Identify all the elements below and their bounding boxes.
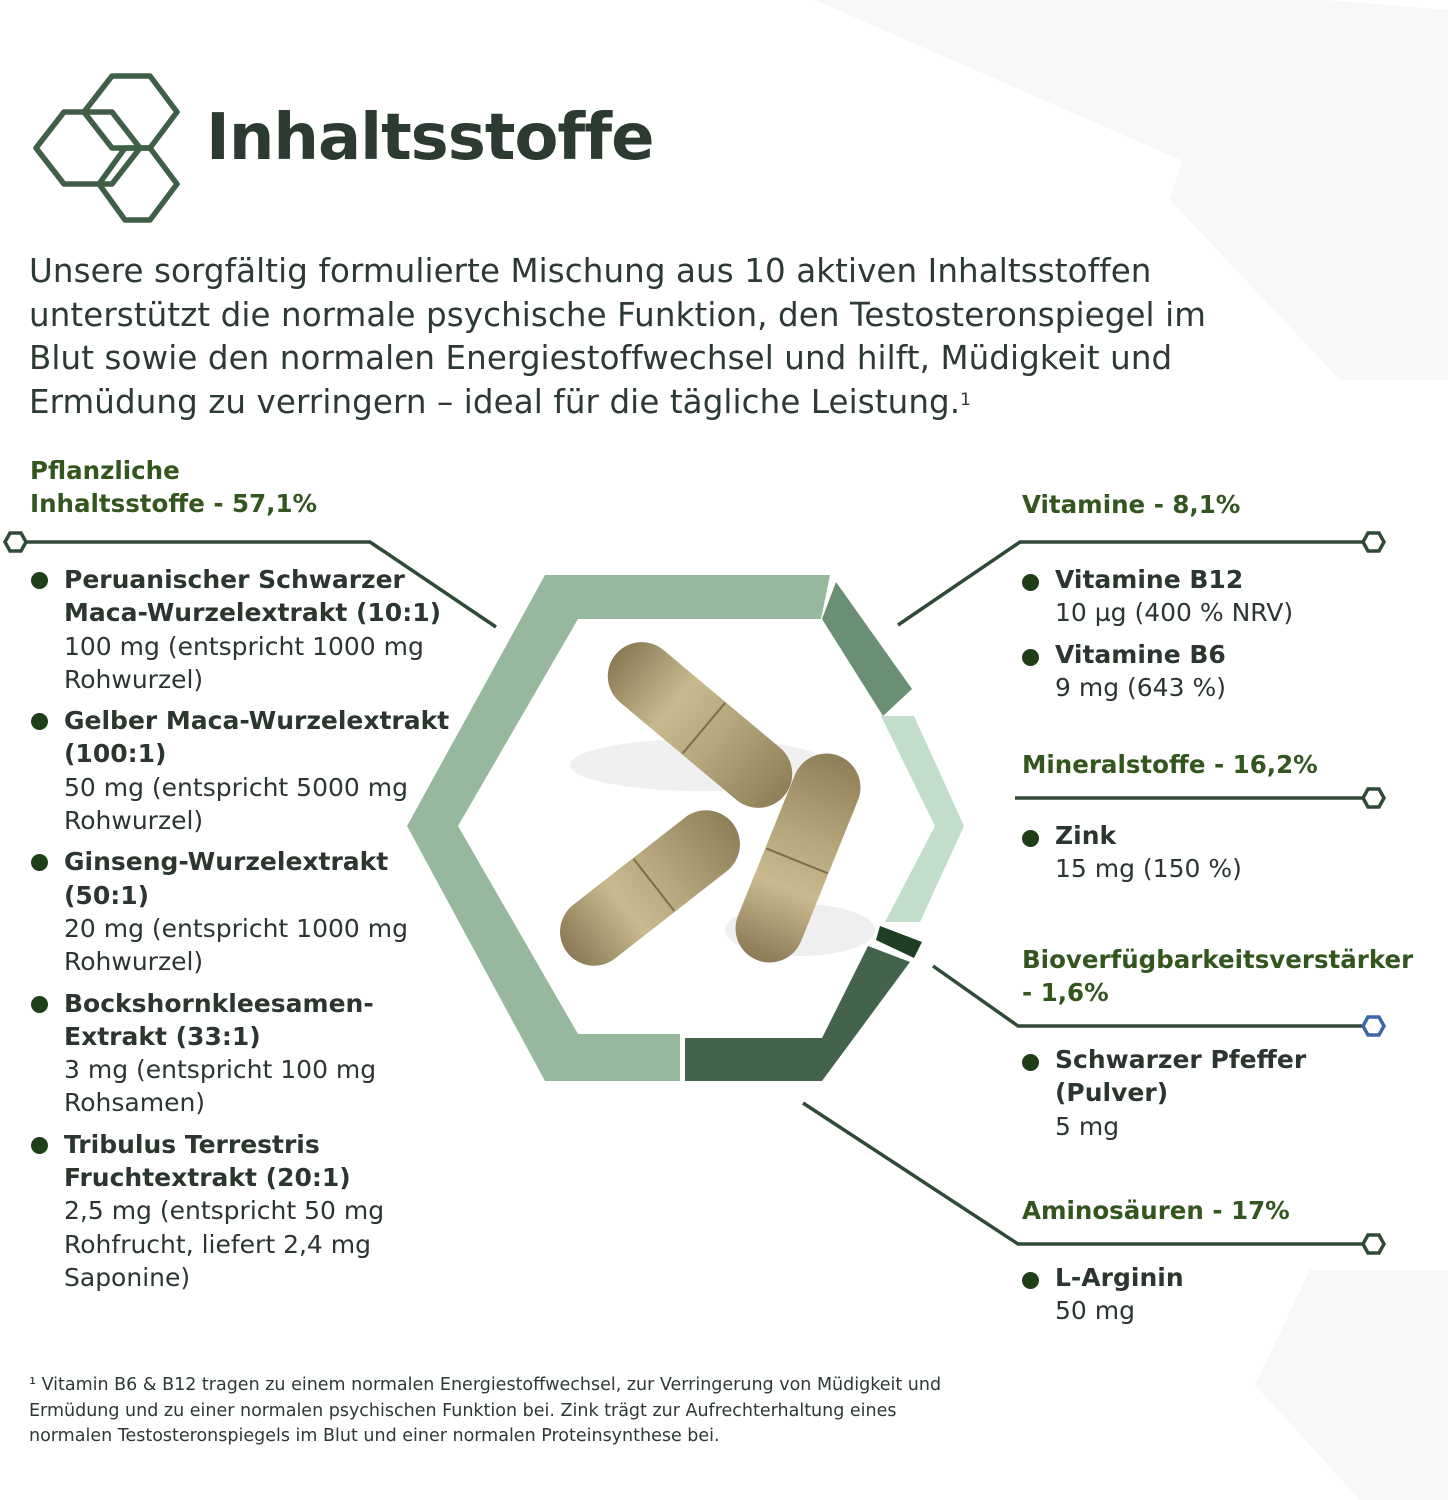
bullet-icon [31, 713, 48, 730]
ingredient-name: Bockshornkleesamen-Extrakt (33:1) [64, 988, 374, 1051]
list-item [1021, 638, 1421, 705]
ingredient-amount: 50 mg [1055, 1296, 1135, 1326]
category-heading-line: Inhaltsstoffe - 57,1% [30, 489, 318, 518]
honeycomb-icon [36, 76, 177, 220]
bullet-icon [1022, 830, 1039, 847]
ingredient-amount: 100 mg (entspricht 1000 mg Rohwurzel) [64, 631, 424, 694]
ingredient-list-mineralstoffe [1021, 819, 1421, 886]
ingredient-name: Vitamine B6 [1055, 639, 1226, 669]
intro-text: Unsere sorgfältig formulierte Mischung aus 10 aktiven Inhaltsstoffen unterstützt die normale psychische Funktion, den Testosteronspiegel im Blut sowie den normalen Energiestoffwechsel und hilft, Müdigkeit und Ermüdung zu verringern – ideal für die tägliche Leistung. [29, 252, 1206, 421]
list-item [30, 845, 450, 978]
segment-mineralstoffe [881, 716, 964, 922]
page-title: Inhaltsstoffe [206, 101, 654, 175]
bullet-icon [31, 1137, 48, 1154]
bullet-icon [1022, 574, 1039, 591]
ingredient-name: Ginseng-Wurzelextrakt (50:1) [64, 847, 389, 910]
category-heading-vitamine: Vitamine - 8,1% [1022, 490, 1241, 519]
intro-paragraph [29, 250, 1249, 424]
ingredient-name: Peruanischer Schwarzer Maca-Wurzelextrakt (10:1) [64, 565, 442, 628]
bullet-icon [31, 854, 48, 871]
bullet-icon [31, 572, 48, 589]
ingredient-amount: 9 mg (643 %) [1055, 672, 1226, 702]
ingredient-list-aminosaeuren [1021, 1261, 1421, 1328]
segment-pflanzlich [407, 575, 830, 1081]
segment-vitamine [822, 582, 912, 716]
marker-vitamine-icon [1363, 533, 1384, 551]
ingredient-name: Zink [1055, 821, 1117, 850]
list-item [1021, 1043, 1421, 1143]
ingredient-amount: 3 mg (entspricht 100 mg Rohsamen) [64, 1055, 377, 1118]
ingredient-name: Tribulus Terrestris Fruchtextrakt (20:1) [64, 1129, 351, 1193]
category-heading-line: Bioverfügbarkeitsverstärker [1022, 945, 1414, 974]
list-item [30, 1128, 450, 1294]
list-item [30, 987, 450, 1120]
category-heading-mineralstoffe: Mineralstoffe - 16,2% [1022, 750, 1318, 779]
ingredient-list-vitamine [1021, 563, 1421, 704]
ingredient-name: Schwarzer Pfeffer (Pulver) [1055, 1045, 1307, 1108]
list-item [1021, 1261, 1421, 1328]
ingredient-list-pflanzlich [30, 563, 450, 1294]
ingredient-amount: 5 mg [1055, 1111, 1120, 1141]
ingredient-amount: 15 mg (150 %) [1055, 854, 1242, 884]
segment-aminosaeuren [685, 946, 910, 1081]
footnote [29, 1373, 1089, 1450]
ingredient-amount: 10 µg (400 % NRV) [1055, 598, 1294, 628]
bullet-icon [1022, 1054, 1039, 1071]
footnote-line: ¹ Vitamin B6 & B12 tragen zu einem normalen Energiestoffwechsel, zur Verringerung von Müdigkeit und [29, 1375, 942, 1395]
footnote-line: normalen Testosteronspiegels im Blut und einer normalen Proteinsynthese bei. [29, 1426, 720, 1446]
ingredient-amount: 50 mg (entspricht 5000 mg Rohwurzel) [64, 772, 408, 836]
category-heading-line: - 1,6% [1022, 978, 1109, 1007]
bullet-icon [31, 996, 48, 1013]
list-item [30, 563, 450, 696]
ingredient-list-bioverfuegbarkeit [1021, 1043, 1421, 1143]
category-heading-pflanzlich [30, 454, 317, 520]
ingredient-amount: 20 mg (entspricht 1000 mg Rohwurzel) [64, 913, 408, 977]
marker-pflanzlich-icon [5, 533, 26, 551]
ingredient-name: Vitamine B12 [1055, 565, 1244, 594]
bullet-icon [1022, 649, 1039, 666]
category-heading-aminosaeuren: Aminosäuren - 17% [1022, 1196, 1290, 1225]
bullet-icon [1022, 1272, 1039, 1289]
category-heading-line: Pflanzliche [30, 456, 180, 485]
footnote-line: Ermüdung und zu einer normalen psychischen Funktion bei. Zink trägt zur Aufrechterhaltung eines [29, 1400, 897, 1421]
marker-mineralstoffe-icon [1363, 789, 1384, 807]
list-item [1021, 819, 1421, 886]
marker-bioverfuegbarkeit-icon [1363, 1017, 1384, 1035]
marker-aminosaeuren-icon [1363, 1235, 1384, 1253]
category-heading-bioverfuegbarkeit [1022, 943, 1413, 1009]
ingredient-name: Gelber Maca-Wurzelextrakt (100:1) [64, 706, 450, 769]
capsules-image [546, 628, 875, 979]
ingredient-name: L-Arginin [1055, 1263, 1184, 1292]
list-item [30, 704, 450, 837]
ingredient-amount: 2,5 mg (entspricht 50 mg Rohfrucht, liefert 2,4 mg Saponine) [64, 1196, 385, 1292]
list-item [1021, 563, 1421, 630]
footnote-marker: 1 [960, 389, 972, 410]
